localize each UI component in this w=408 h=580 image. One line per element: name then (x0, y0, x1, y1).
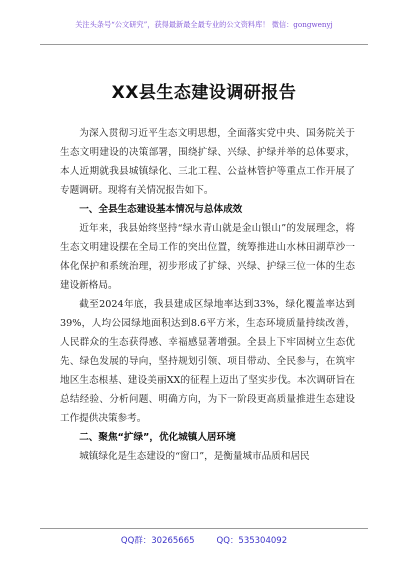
section-heading-2: 二、聚焦“扩绿”，优化城镇人居环境 (79, 432, 236, 443)
footer-qq: QQ：535304092 (216, 536, 288, 546)
section2-paragraph-1: 城镇绿化是生态建设的“窗口”，是衡量城市品质和居民 (79, 451, 310, 462)
document-body (60, 124, 355, 466)
section-heading-1: 一、全县生态建设基本情况与总体成效 (79, 204, 243, 215)
footer-contact (0, 535, 408, 547)
section1-paragraph-2: 截至2024年底，我县建成区绿地率达到33%，绿化覆盖率达到39%，人均公园绿地面积达到8.6平方米，生态环境质量持续改善，人民群众的生态获得感、幸福感显著增强。全县上下牢固树立生态优先、绿色发展的导向，坚持规划引领、项目带动、全民参与，在筑牢地区生态根基、建设美丽XX的征程上迈出了坚实步伐。本次调研旨在总结经验、分析问题、明确方向，为下一阶段更高质量推进生态建设工作提供决策参考。 (60, 299, 355, 424)
footer-rule (40, 528, 368, 529)
section1-paragraph-1: 近年来，我县始终坚持“绿水青山就是金山银山”的发展理念，将生态文明建设摆在全局工作的突出位置，统筹推进山水林田湖草沙一体化保护和系统治理，初步形成了扩绿、兴绿、护绿三位一体的生态建设新格局。 (60, 223, 355, 291)
document-title: XX县生态建设调研报告 (111, 83, 297, 103)
header-rule (40, 44, 368, 45)
header-banner: 关注头条号“公文研究”，获得最新最全最专业的公文资料库！ 微信：gongwenyj (75, 20, 333, 29)
footer-qq-group: QQ群：30265665 (120, 536, 195, 546)
intro-paragraph: 为深入贯彻习近平生态文明思想，全面落实党中央、国务院关于生态文明建设的决策部署，围绕扩绿、兴绿、护绿并举的总体要求，本人近期就我县城镇绿化、三北工程、公益林管护等重点工作开展了专题调研。现将有关情况报告如下。 (60, 128, 355, 196)
